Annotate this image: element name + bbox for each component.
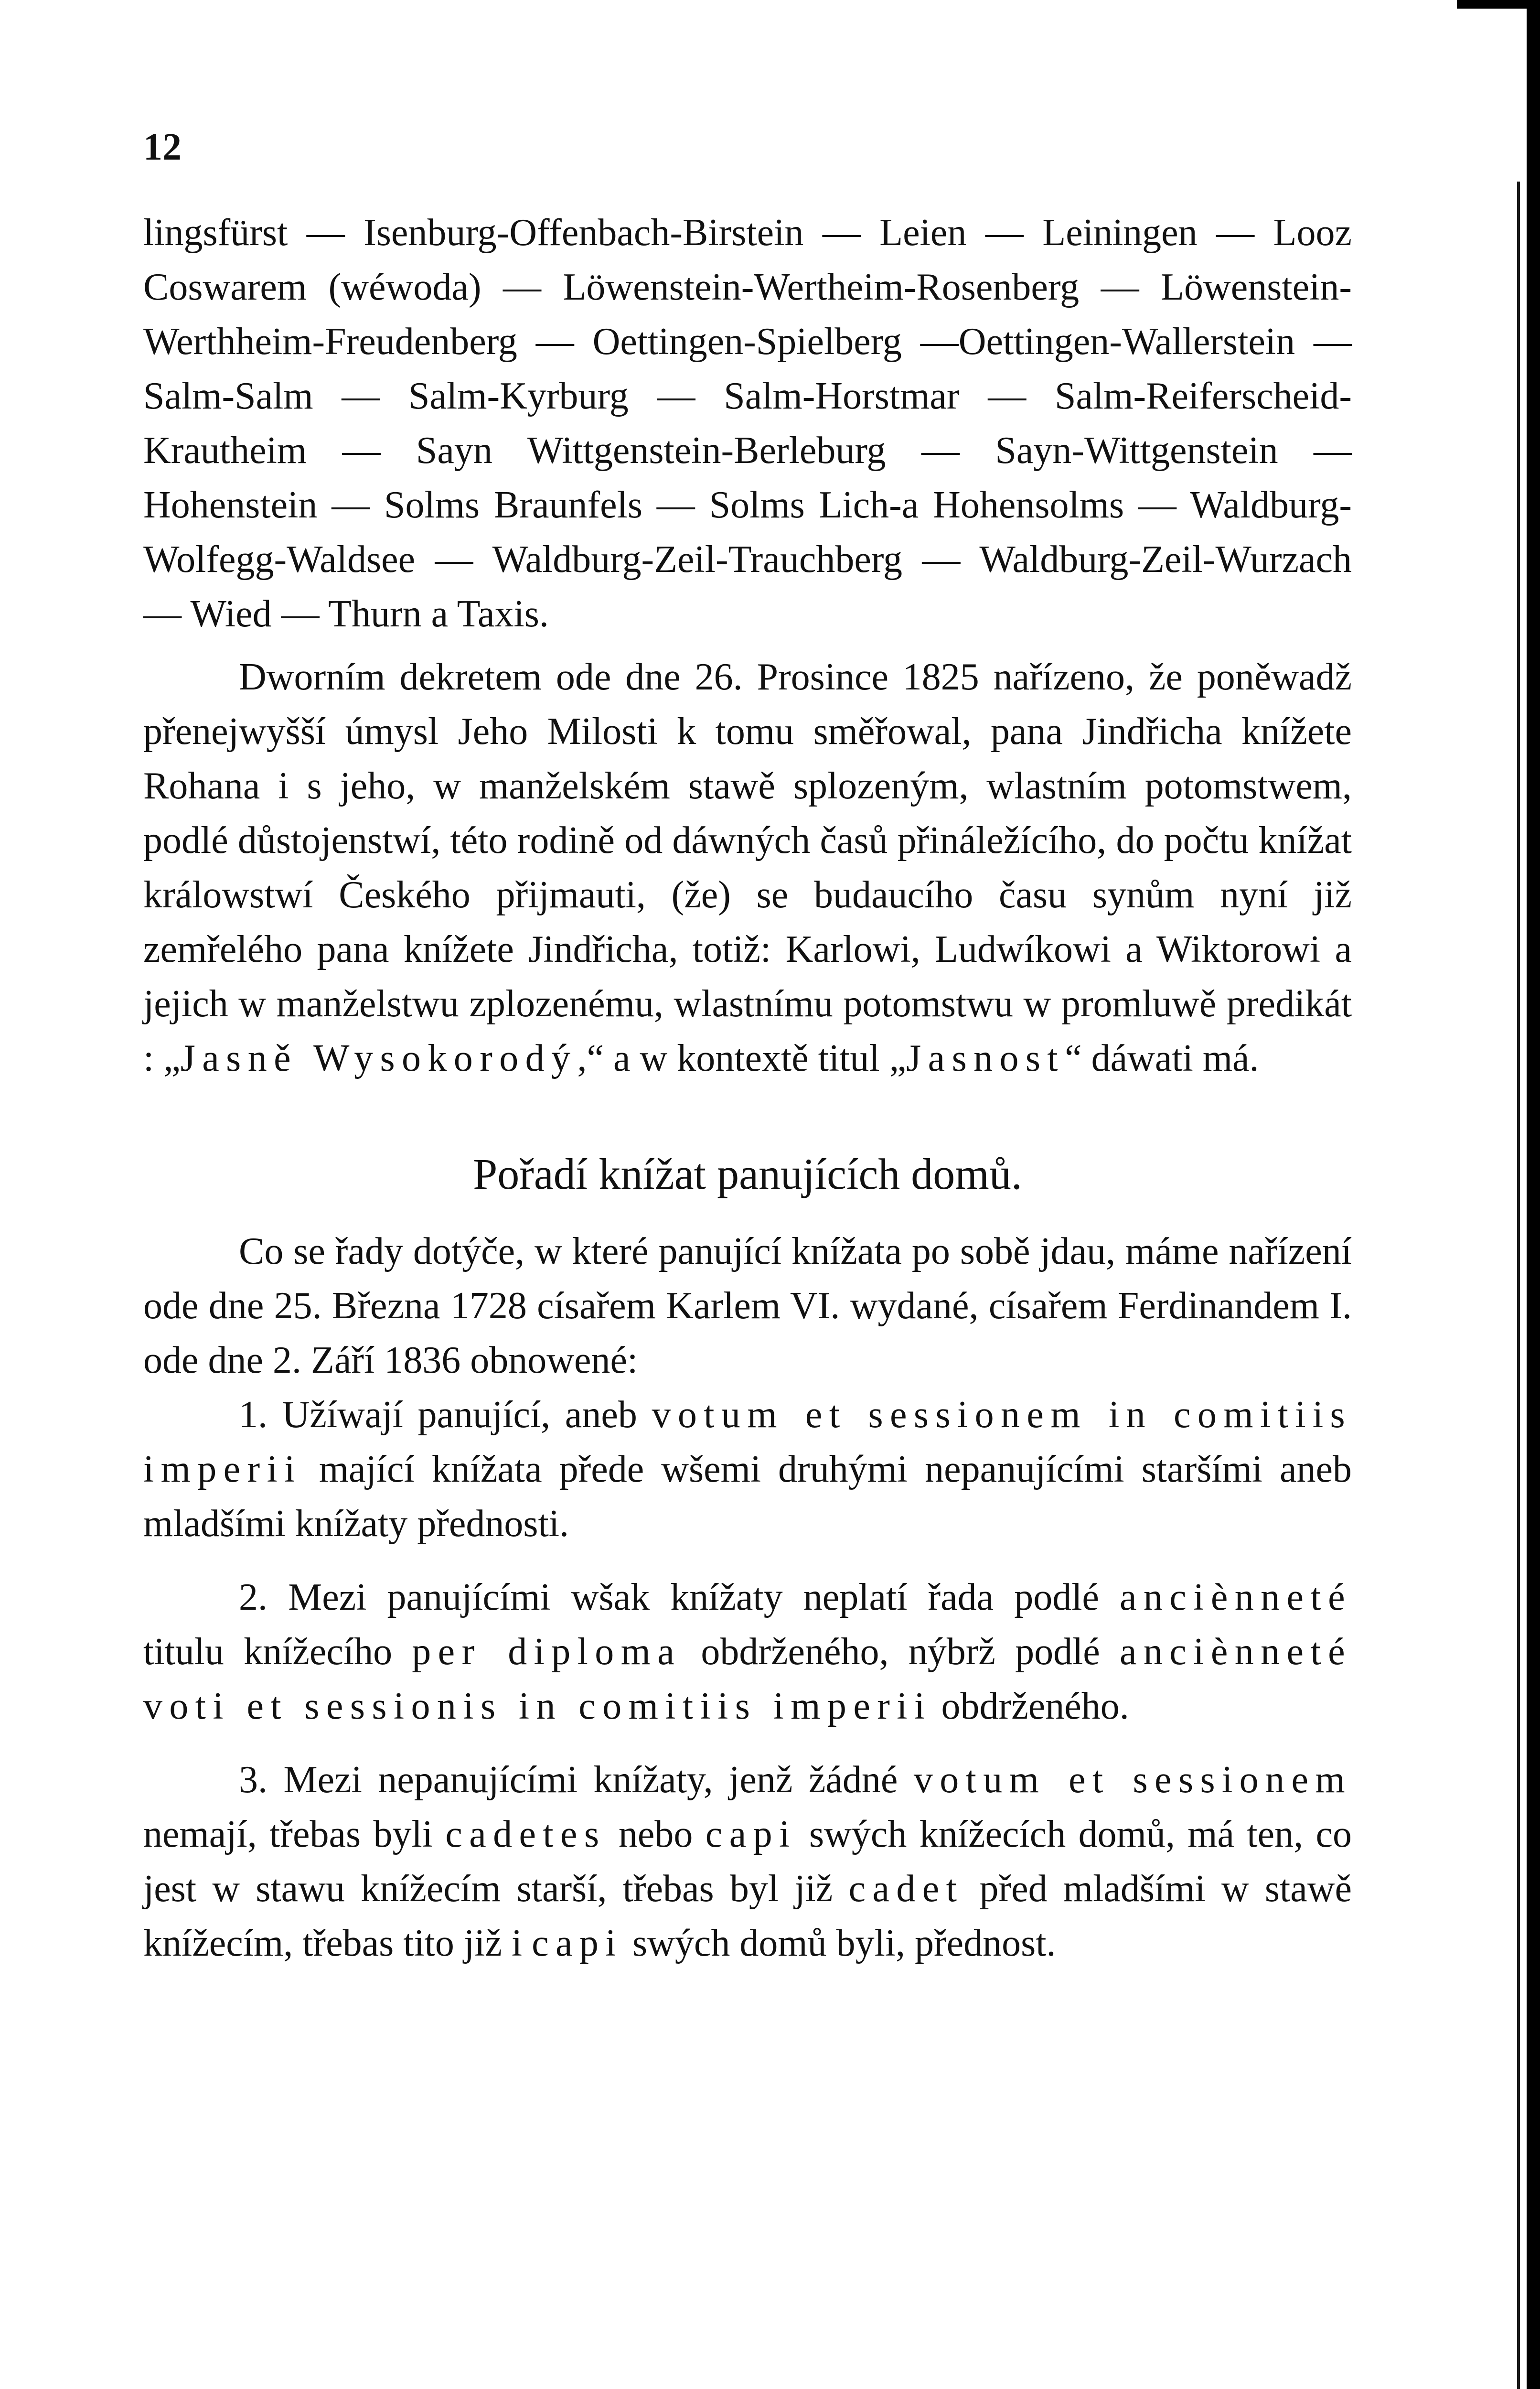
section-heading: Pořadí knížat panujících domů.	[473, 1150, 1022, 1198]
rule-2-anciennete: anciènneté	[1120, 1576, 1352, 1618]
rule-2-latin: anciènneté voti et sessionis in comitiis imperii	[143, 1631, 1352, 1727]
decree-text-3: “ dáwati má.	[1065, 1037, 1259, 1079]
rule-3-capi-2: capi	[532, 1922, 623, 1964]
rule-1-text-1: 1. Užíwají panující, aneb	[239, 1394, 652, 1436]
paragraph-princely-houses-list: lingsfürst — Isenburg-Offenbach-Birstein — Leien — Leiningen — Looz Coswarem (wéwoda) — Löwenstein-Wertheim-Rosenberg — Löwenstein-Werthheim-Freudenberg — Oettingen-Spielberg —Oettingen-Wallerstein — Salm-Salm — Salm-Kyrburg — Salm-Horstmar — Salm-Reiferscheid-Krautheim — Sayn Wittgenstein-Berleburg — Sayn-Wittgenstein — Hohenstein — Solms Braunfels — Solms Lich-a Hohensolms — Waldburg-Wolfegg-Waldsee — Waldburg-Zeil-Trauchberg — Waldburg-Zeil-Wurzach — Wied — Thurn a Taxis.	[143, 212, 1352, 635]
decree-text-2: ,“ a w kontextě titul „	[577, 1037, 907, 1079]
rule-3-cadet: cadet	[848, 1868, 964, 1910]
rule-2-text-1: 2. Mezi panujícími wšak knížaty neplatí řada podlé	[239, 1576, 1120, 1618]
rule-3-votum: votum et sessionem	[913, 1759, 1352, 1801]
rule-1-latin: votum et sessionem in comitiis imperii	[143, 1394, 1352, 1490]
rule-3-capi-1: capi	[705, 1813, 797, 1855]
rule-3-text-1: 3. Mezi nepanujícími knížaty, jenž žádné	[239, 1759, 914, 1801]
rule-3-text-2: nemají, třebas byli	[143, 1813, 446, 1855]
paragraph-order-intro: Co se řady dotýče, w které panující knížata po sobě jdau, máme nařízení ode dne 25. Března 1728 císařem Karlem VI. wydané, císařem Ferdinandem I. ode dne 2. Září 1836 obnowené:	[143, 1230, 1352, 1381]
page-number: 12	[143, 126, 182, 168]
paragraph-rule-1	[143, 1388, 1352, 1551]
scan-edge-line	[1517, 182, 1520, 2389]
rule-3-text-3: nebo	[606, 1813, 706, 1855]
scan-edge-right	[1527, 0, 1540, 2389]
paragraph-rule-3	[143, 1753, 1352, 1970]
rule-2-text-3: obdrženého, nýbrž podlé	[681, 1631, 1120, 1673]
paragraph-rule-2	[143, 1570, 1352, 1733]
rule-3-text-6: swých domů byli, přednost.	[622, 1922, 1056, 1964]
rule-3-cadetes: cadetes	[445, 1813, 606, 1855]
predicate-jasne-wysokorody: Jasně Wysokorodý	[180, 1037, 578, 1079]
rule-3-text-4: swých knížecích domů, má ten, co jest w stawu knížecím starší, třebas byl již	[143, 1813, 1352, 1910]
rule-2-text-4: obdrženého.	[931, 1685, 1129, 1727]
paragraph-decree-rohan	[143, 650, 1352, 1086]
rule-2-per-diploma: per diploma	[412, 1631, 682, 1673]
rule-3-text-5: před mladšími w stawě knížecím, třebas tito již i	[143, 1868, 1352, 1964]
title-jasnost: Jasnost	[906, 1037, 1065, 1079]
rule-1-text-2: mající knížata přede wšemi druhými nepanujícími staršími aneb mladšími knížaty přednosti.	[143, 1448, 1352, 1545]
text-body	[143, 205, 1352, 1970]
decree-text-1: Dworním dekretem ode dne 26. Prosince 1825 nařízeno, že poněwadž přenejwyšší úmysl Jeho Milosti k tomu směřowal, pana Jindřicha knížete Rohana i s jeho, w manželském stawě splozeným, wlastním potomstwem, podlé důstojenstwí, této rodině od dáwných časů přináležícího, do počtu knížat králowstwí Českého přijmauti, (že) se budaucího času synům nyní již zemřelého pana knížete Jindřicha, totiž: Karlowi, Ludwíkowi a Wiktorowi a jejich w manželstwu zplozenému, wlastnímu potomstwu w promluwě predikát : „	[143, 656, 1352, 1079]
rule-2-text-2: titulu knížecího	[143, 1631, 412, 1673]
